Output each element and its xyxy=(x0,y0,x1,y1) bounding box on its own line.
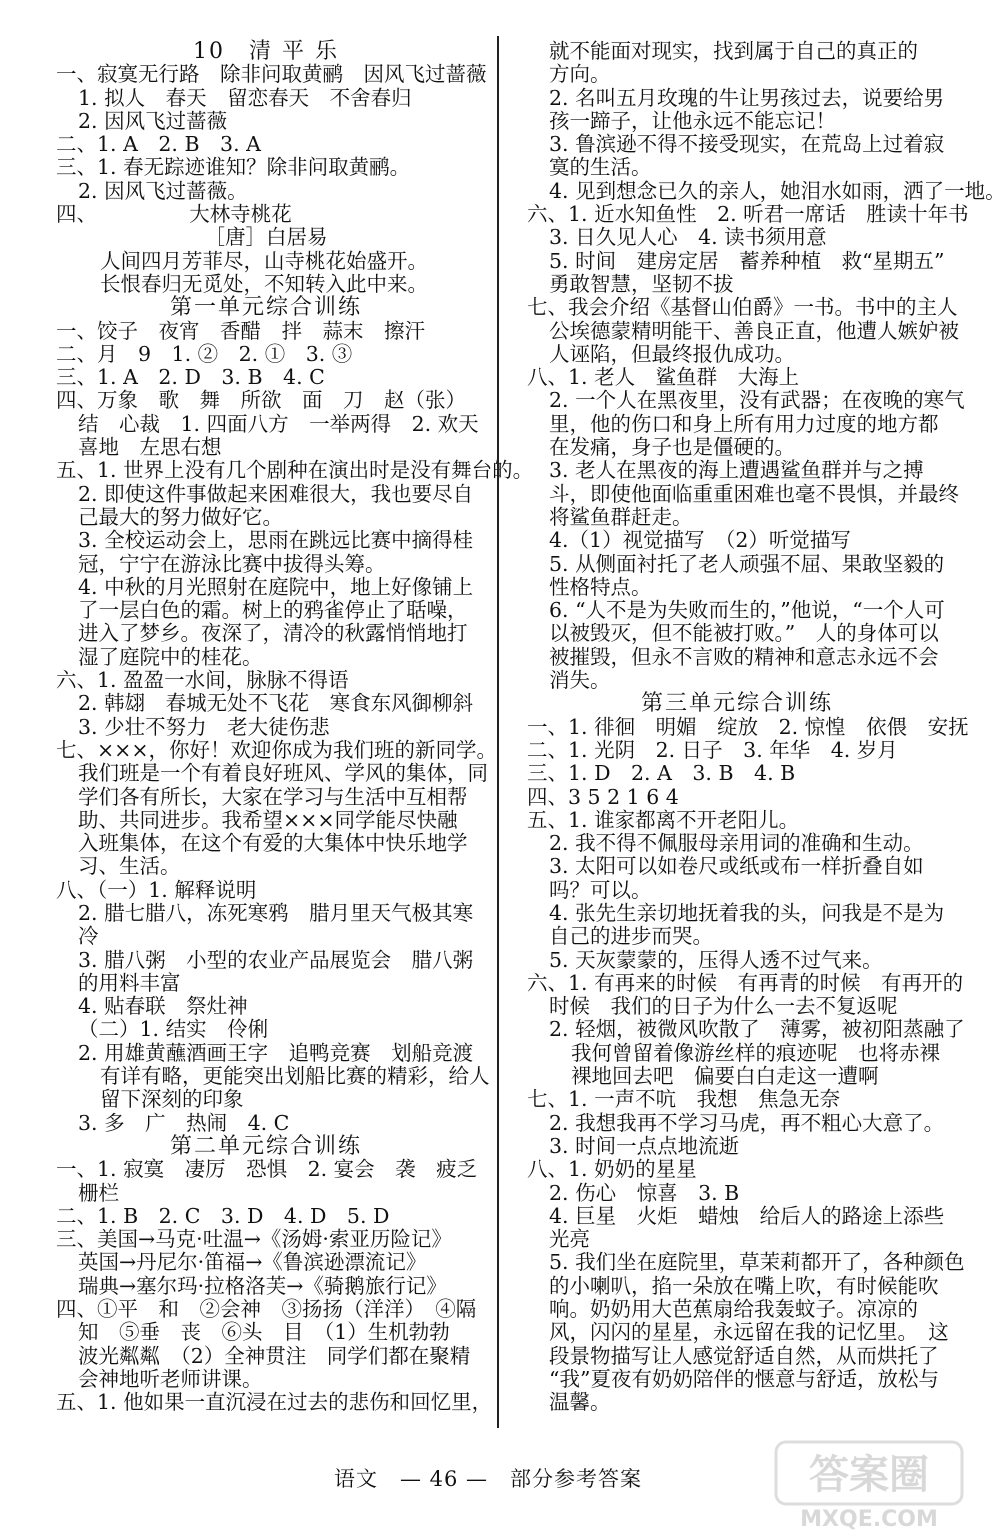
right-line: 寞的生活。 xyxy=(549,155,652,180)
right-line: 七、1. 一声不吭 我想 焦急无奈 xyxy=(527,1087,841,1112)
right-line: 2. 轻烟，被微风吹散了 薄雾，被初阳蒸融了 xyxy=(549,1017,965,1042)
left-line: 助、共同进步。我希望×××同学能尽快融 xyxy=(78,807,458,832)
left-line: 冠，宁宁在游泳比赛中拔得头筹。 xyxy=(78,551,386,576)
right-line: 八、1. 奶奶的星星 xyxy=(527,1157,697,1182)
right-line: 一、1. 徘徊 明媚 绽放 2. 惊惶 依偎 安抚 xyxy=(527,714,969,739)
left-line: 习、生活。 xyxy=(78,854,181,879)
right-line: 人诬陷，但最终报仇成功。 xyxy=(549,341,795,366)
left-line: 三、美国→马克·吐温→《汤姆·索亚历险记》 xyxy=(56,1227,452,1252)
right-line: 被摧毁，但永不言败的精神和意志永远不会 xyxy=(549,644,939,669)
left-line: 三、1. A 2. D 3. B 4. C xyxy=(56,365,325,390)
left-line: 的用料丰富 xyxy=(78,970,181,995)
left-line: ［唐］白居易 xyxy=(204,225,328,250)
right-line: 七、我会介绍《基督山伯爵》一书。书中的主人 xyxy=(527,295,958,320)
left-line: 1. 拟人 春天 留恋春天 不舍春归 xyxy=(78,85,412,110)
right-line: “我”夏夜有奶奶陪伴的惬意与舒适，放松与 xyxy=(549,1366,939,1391)
right-line: 4. 巨星 火炬 蜡烛 给后人的路途上添些 xyxy=(549,1203,945,1228)
right-line: 我何曾留着像游丝样的痕迹呢 也将赤裸 xyxy=(571,1040,940,1065)
left-line: 2. 即使这件事做起来困难很大，我也要尽自 xyxy=(78,481,474,506)
left-line: 五、1. 他如果一直沉浸在过去的悲伤和回忆里， xyxy=(56,1390,493,1415)
right-line: 第三单元综合训练 xyxy=(640,691,833,717)
left-line: 入班集体，在这个有爱的大集体中快乐地学 xyxy=(78,831,468,856)
right-line: 2. 我想我再不学习马虎，再不粗心大意了。 xyxy=(549,1110,945,1135)
left-line: 二、1. A 2. B 3. A xyxy=(56,132,261,157)
right-line: 将鲨鱼群赶走。 xyxy=(549,504,693,529)
svg-text:答案圈: 答案圈 xyxy=(809,1452,929,1498)
left-line: （二）1. 结实 伶俐 xyxy=(78,1017,269,1042)
right-line: 响。奶奶用大芭蕉扇给我轰蚊子。凉凉的 xyxy=(549,1297,918,1322)
left-line: 第二单元综合训练 xyxy=(169,1133,362,1159)
left-line: 3. 腊八粥 小型的农业产品展览会 腊八粥 xyxy=(78,947,474,972)
right-line: 风，闪闪的星星，永远留在我的记忆里。 这 xyxy=(549,1320,949,1345)
right-line: 4. 张先生亲切地抚着我的头，问我是不是为 xyxy=(549,900,945,925)
left-line: 10 清 平 乐 xyxy=(193,39,339,64)
right-line: 性格特点。 xyxy=(549,574,652,599)
left-line: 知 ⑤垂 丧 ⑥头 目 （1）生机勃勃 xyxy=(78,1320,450,1345)
left-line: 了一层白色的霜。树上的鸦雀停止了聒噪， xyxy=(78,598,468,623)
left-line: 4. 中秋的月光照射在庭院中，地上好像铺上 xyxy=(78,574,474,599)
right-line: 六、1. 有再来的时候 有再青的时候 有再开的 xyxy=(527,970,964,995)
left-line: 五、1. 世界上没有几个剧种在演出时是没有舞台的。 xyxy=(56,458,534,483)
left-line: 2. 因风飞过蔷薇 xyxy=(78,108,228,133)
left-line: 我们班是一个有着良好班风、学风的集体，同 xyxy=(78,761,488,786)
svg-text:MXQE.COM: MXQE.COM xyxy=(800,1507,938,1532)
right-line: 自己的进步而哭。 xyxy=(549,924,713,949)
left-line: 英国→丹尼尔·笛福→《鲁滨逊漂流记》 xyxy=(78,1250,427,1275)
left-line: 有详有略，更能突出划船比赛的精彩，给人 xyxy=(100,1064,490,1089)
right-line: 2. 我不得不佩服母亲用词的准确和生动。 xyxy=(549,831,924,856)
left-line: 六、1. 盈盈一水间，脉脉不得语 xyxy=(56,668,349,693)
left-line: 一、饺子 夜宵 香醋 拌 蒜末 擦汗 xyxy=(56,318,425,343)
right-line: 就不能面对现实，找到属于自己的真正的 xyxy=(549,39,918,63)
right-line: 在发痛，身子也是僵硬的。 xyxy=(549,435,795,460)
left-line: 结 心裁 1. 四面八方 一举两得 2. 欢天 xyxy=(78,411,479,436)
right-line: 三、1. D 2. A 3. B 4. B xyxy=(527,761,796,786)
right-line: 5. 时间 建房定居 蓄养种植 救“星期五” xyxy=(549,248,945,273)
left-line: 波光粼粼 （2）全神贯注 同学们都在聚精 xyxy=(78,1343,471,1368)
right-line: 孩一蹄子，让他永远不能忘记！ xyxy=(549,108,836,133)
page-footer: 语文 — 46 — 部分参考答案 xyxy=(333,1467,643,1491)
left-line: 瑞典→塞尔玛·拉格洛芙→《骑鹅旅行记》 xyxy=(78,1273,447,1298)
left-line: 一、1. 寂寞 凄厉 恐惧 2. 宴会 袭 疲乏 xyxy=(56,1157,478,1182)
right-line: 段景物描写让人感觉舒适自然，从而烘托了 xyxy=(549,1343,939,1368)
right-column xyxy=(527,39,1006,1415)
left-line: 2. 因风飞过蔷薇。 xyxy=(78,178,248,203)
right-line: 温馨。 xyxy=(549,1390,611,1415)
watermark-logo xyxy=(774,1440,964,1532)
left-line: 进入了梦乡。夜深了，清冷的秋露悄悄地打 xyxy=(78,621,468,646)
right-line: 4. 见到想念已久的亲人，她泪水如雨，洒了一地。 xyxy=(549,178,1006,203)
right-line: 3. 时间一点点地流逝 xyxy=(549,1133,740,1158)
left-line: 喜地 左思右想 xyxy=(78,435,222,460)
left-line: 四、万象 歌 舞 所欲 面 刀 赵（张） xyxy=(56,388,466,413)
right-line: 6. “人不是为失败而生的，”他说，“一个人可 xyxy=(549,598,945,623)
right-line: 4.（1）视觉描写 （2）听觉描写 xyxy=(549,528,851,553)
right-line: 公埃德蒙精明能干、善良正直，他遭人嫉妒被 xyxy=(549,318,959,343)
right-line: 裸地回去吧 偏要白白走这一遭啊 xyxy=(571,1064,879,1089)
right-line: 2. 伤心 惊喜 3. B xyxy=(549,1180,740,1205)
right-line: 的小喇叭，掐一朵放在嘴上吹，有时候能吹 xyxy=(549,1273,939,1298)
right-line: 2. 一个人在黑夜里，没有武器；在夜晚的寒气 xyxy=(549,388,965,413)
left-line: 栅栏 xyxy=(78,1180,119,1205)
left-line: 人间四月芳菲尽，山寺桃花始盛开。 xyxy=(100,248,428,273)
left-line: 冷 xyxy=(78,924,99,949)
left-line: 长恨春归无觅处，不知转入此中来。 xyxy=(100,271,428,296)
right-line: 二、1. 光阴 2. 日子 3. 年华 4. 岁月 xyxy=(527,737,898,762)
left-line: 2. 腊七腊八，冻死寒鸦 腊月里天气极其寒 xyxy=(78,900,474,925)
right-line: 3. 日久见人心 4. 读书须用意 xyxy=(549,225,827,250)
left-line: 己最大的努力做好它。 xyxy=(78,504,283,529)
left-line: 四、 大林寺桃花 xyxy=(56,202,292,227)
left-column xyxy=(56,39,534,1415)
right-line: 时候 我们的日子为什么一去不复返呢 xyxy=(549,994,898,1019)
left-line: 3. 全校运动会上，思雨在跳远比赛中摘得桂 xyxy=(78,528,474,553)
column-divider xyxy=(497,36,499,1428)
right-line: 四、3 5 2 1 6 4 xyxy=(527,784,679,809)
right-line: 5. 天灰蒙蒙的，压得人透不过气来。 xyxy=(549,947,883,972)
left-line: 学们各有所长，大家在学习与生活中互相帮 xyxy=(78,784,468,809)
right-line: 光亮 xyxy=(549,1227,590,1252)
left-line: 一、寂寞无行路 除非问取黄鹂 因风飞过蔷薇 xyxy=(56,62,487,87)
right-line: 3. 太阳可以如卷尺或纸或布一样折叠自如 xyxy=(549,854,924,879)
left-line: 二、月 9 1. ② 2. ① 3. ③ xyxy=(56,341,353,366)
right-line: 5. 我们坐在庭院里，草茉莉都开了，各种颜色 xyxy=(549,1250,965,1275)
left-line: 七、×××，你好！欢迎你成为我们班的新同学。 xyxy=(56,737,498,762)
left-line: 会神地听老师讲课。 xyxy=(78,1366,263,1391)
left-line: 四、①平 和 ②会神 ③扬扬（洋洋） ④隔 xyxy=(56,1297,477,1322)
left-line: 二、1. B 2. C 3. D 4. D 5. D xyxy=(56,1203,390,1228)
right-line: 八、1. 老人 鲨鱼群 大海上 xyxy=(527,365,800,390)
right-line: 吗？可以。 xyxy=(549,877,652,902)
left-line: 3. 少壮不努力 老大徒伤悲 xyxy=(78,714,330,739)
right-line: 3. 鲁滨逊不得不接受现实，在荒岛上过着寂 xyxy=(549,132,945,157)
right-line: 3. 老人在黑夜的海上遭遇鲨鱼群并与之搏 xyxy=(549,458,924,483)
right-line: 斗，即使他面临重重困难也毫不畏惧，并最终 xyxy=(549,481,959,506)
left-line: 3. 多 广 热闹 4. C xyxy=(78,1110,290,1135)
right-line: 2. 名叫五月玫瑰的牛让男孩过去，说要给男 xyxy=(549,85,945,110)
left-line: 第一单元综合训练 xyxy=(169,295,362,321)
left-line: 2. 韩翃 春城无处不飞花 寒食东风御柳斜 xyxy=(78,691,474,716)
left-line: 2. 用雄黄蘸酒画王字 追鸭竞赛 划船竞渡 xyxy=(78,1040,474,1065)
right-line: 方向。 xyxy=(549,62,611,87)
right-line: 五、1. 谁家都离不开老阳儿。 xyxy=(527,807,800,832)
right-line: 5. 从侧面衬托了老人顽强不屈、果敢坚毅的 xyxy=(549,551,945,576)
right-line: 里，他的伤口和身上所有用力过度的地方都 xyxy=(549,411,939,436)
right-line: 勇敢智慧，坚韧不拔 xyxy=(549,271,734,296)
left-line: 湿了庭院中的桂花。 xyxy=(78,644,263,669)
right-line: 六、1. 近水知鱼性 2. 听君一席话 胜读十年书 xyxy=(527,202,969,227)
left-line: 留下深刻的印象 xyxy=(100,1087,244,1112)
right-line: 消失。 xyxy=(549,668,611,693)
right-line: 以被毁灭，但不能被打败。” 人的身体可以 xyxy=(549,621,939,646)
left-line: 三、1. 春无踪迹谁知？除非问取黄鹂。 xyxy=(56,155,411,180)
left-line: 八、（一）1. 解释说明 xyxy=(56,877,257,902)
left-line: 4. 贴春联 祭灶神 xyxy=(78,994,248,1019)
